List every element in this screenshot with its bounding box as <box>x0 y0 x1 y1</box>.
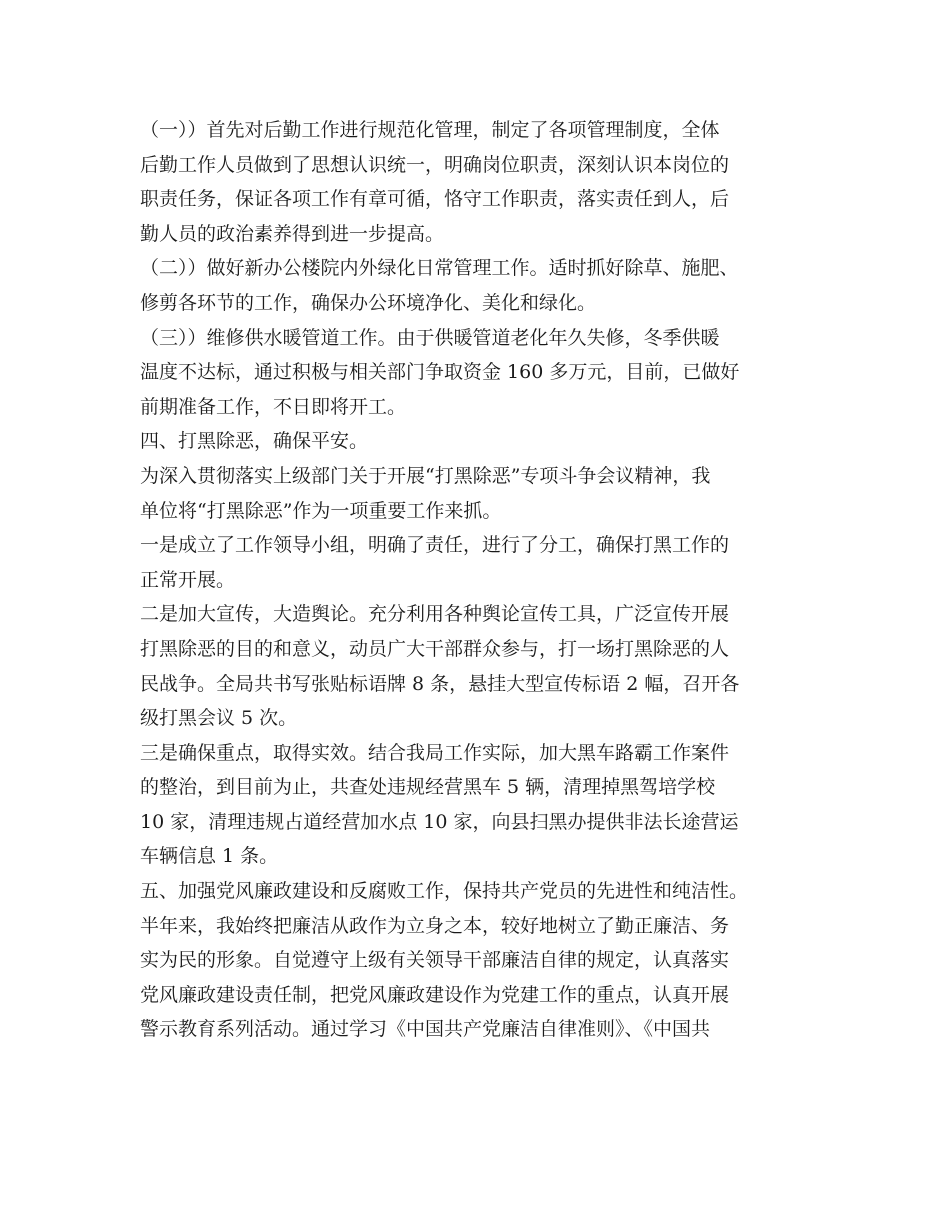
text-line: 半年来，我始终把廉洁从政作为立身之本，较好地树立了勤正廉洁、务 <box>140 914 730 937</box>
text-line: 温度不达标，通过积极与相关部门争取资金 160 多万元，目前，已做好 <box>140 361 740 384</box>
text-line: 后勤工作人员做到了思想认识统一，明确岗位职责，深刻认识本岗位的 <box>140 153 730 176</box>
section-heading: 四、打黑除恶，确保平安。 <box>140 430 369 453</box>
text-line: 党风廉政建设责任制，把党风廉政建设作为党建工作的重点，认真开展 <box>140 983 730 1006</box>
text-line: （二））做好新办公楼院内外绿化日常管理工作。适时抓好除草、施肥、 <box>140 257 739 280</box>
section-heading: 五、加强党风廉政建设和反腐败工作，保持共产党员的先进性和纯洁性。 <box>140 880 749 903</box>
text-line: 车辆信息 1 条。 <box>140 845 279 868</box>
text-line: 警示教育系列活动。通过学习《中国共产党廉洁自律准则》、《中国共 <box>140 1018 711 1041</box>
text-line: （一））首先对后勤工作进行规范化管理，制定了各项管理制度，全体 <box>140 119 720 141</box>
text-line: 单位将“打黑除恶”作为一项重要工作来抓。 <box>140 499 502 522</box>
text-line: 的整治，到目前为止，共查处违规经营黑车 5 辆，清理掉黑驾培学校 <box>140 776 716 799</box>
text-line: 实为民的形象。自觉遵守上级有关领导干部廉洁自律的规定，认真落实 <box>140 949 730 972</box>
text-line: 修剪各环节的工作，确保办公环境净化、美化和绿化。 <box>140 291 597 314</box>
text-line: 打黑除恶的目的和意义，动员广大干部群众参与，打一场打黑除恶的人 <box>140 637 730 660</box>
text-line: 职责任务，保证各项工作有章可循，恪守工作职责，落实责任到人，后 <box>140 188 730 211</box>
document-body <box>140 113 840 1047</box>
text-line: 勤人员的政治素养得到进一步提高。 <box>140 222 445 245</box>
text-line: 三是确保重点，取得实效。结合我局工作实际，加大黑车路霸工作案件 <box>140 741 730 764</box>
text-line: 为深入贯彻落实上级部门关于开展“打黑除恶”专项斗争会议精神，我 <box>140 464 711 487</box>
text-line: 二是加大宣传，大造舆论。充分利用各种舆论宣传工具，广泛宣传开展 <box>140 603 730 626</box>
text-line: 一是成立了工作领导小组，明确了责任，进行了分工，确保打黑工作的 <box>140 534 730 557</box>
text-line: 10 家，清理违规占道经营加水点 10 家，向县扫黑办提供非法长途营运 <box>140 810 739 833</box>
text-line: （三））维修供水暖管道工作。由于供暖管道老化年久失修，冬季供暖 <box>140 326 720 349</box>
text-line: 级打黑会议 5 次。 <box>140 707 298 730</box>
text-line: 正常开展。 <box>140 568 236 591</box>
text-line: 民战争。全局共书写张贴标语牌 8 条，悬挂大型宣传标语 2 幅，召开各 <box>140 672 740 695</box>
text-line: 前期准备工作，不日即将开工。 <box>140 395 407 418</box>
